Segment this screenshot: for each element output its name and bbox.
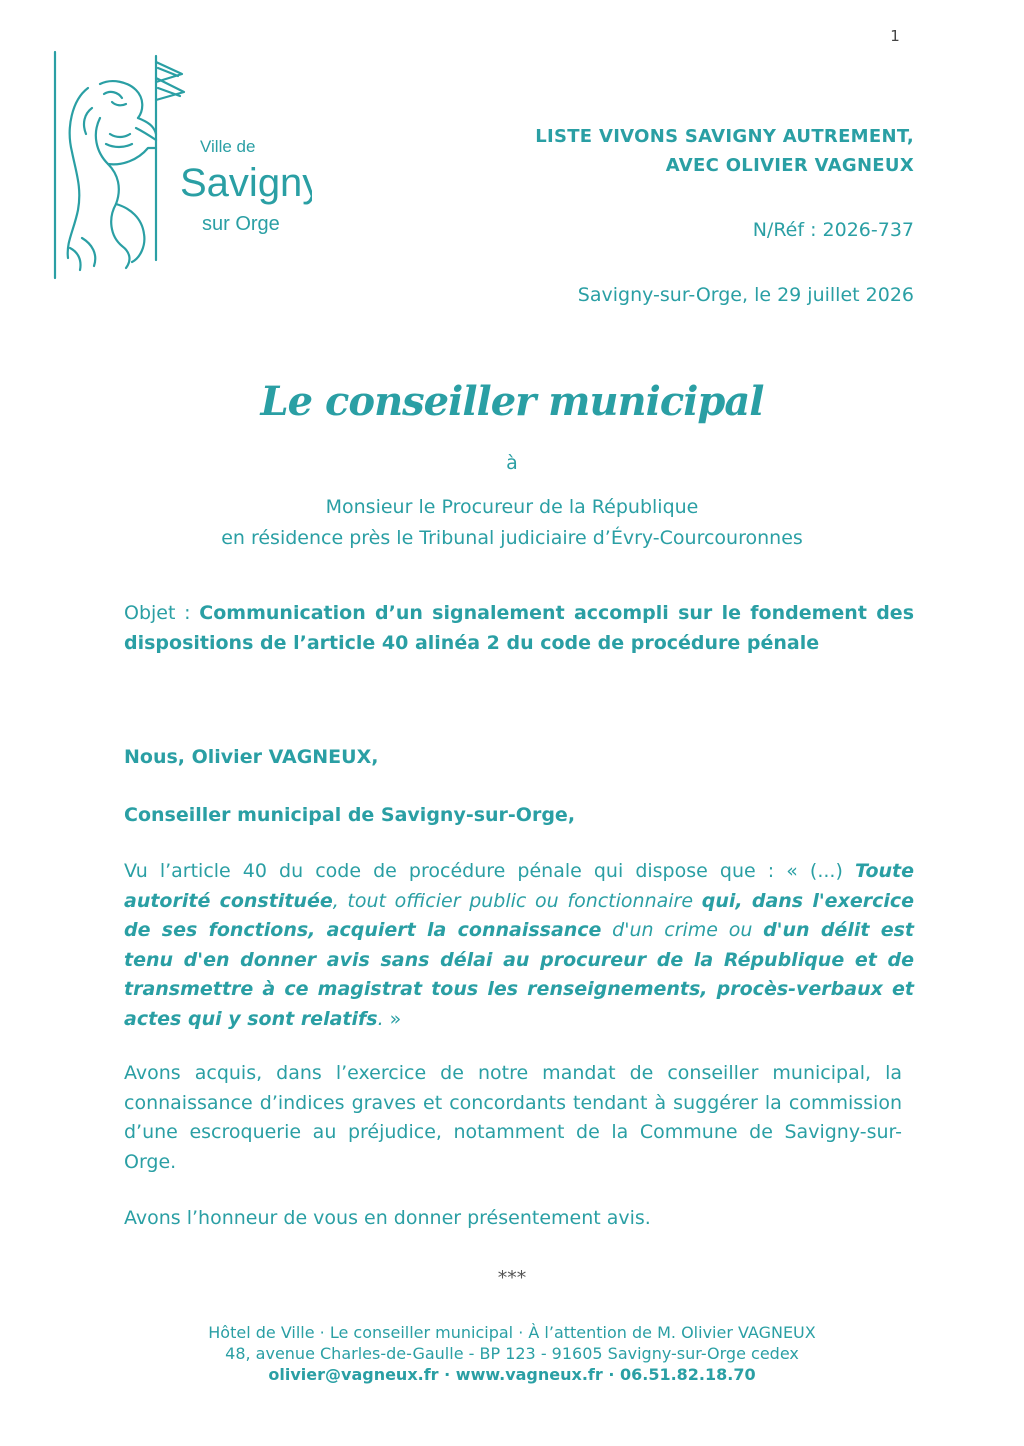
recipient-line1: Monsieur le Procureur de la République (325, 496, 699, 518)
logo-line3: sur Orge (202, 213, 280, 235)
quote-intro: Vu l’article 40 du code de procédure pénale qui dispose que : « (...) (124, 860, 855, 882)
sender-title: Le conseiller municipal (260, 378, 764, 425)
list-name-line2: AVEC OLIVIER VAGNEUX (665, 155, 914, 176)
quote-bold-1: Toute autorité constituée (124, 860, 914, 912)
object-paragraph (124, 599, 914, 658)
separator: *** (497, 1267, 527, 1289)
quote-italic-3: . (377, 1007, 384, 1030)
quote-paragraph (124, 857, 914, 1034)
page-number: 1 (890, 27, 900, 45)
logo-line2: Savigny (180, 161, 312, 205)
footer-line1: Hôtel de Ville · Le conseiller municipal · À l’attention de M. Olivier VAGNEUX (208, 1323, 816, 1342)
object-text: Communication d’un signalement accompli sur le fondement des dispositions de l’article 40 alinéa 2 du code de procédure pénale (124, 602, 915, 654)
city-logo (52, 48, 312, 280)
footer-line2: 48, avenue Charles-de-Gaulle - BP 123 - 91605 Savigny-sur-Orge cedex (225, 1344, 799, 1363)
footer-contact: olivier@vagneux.fr · www.vagneux.fr · 06.51.82.18.70 (268, 1365, 756, 1384)
greeting: Nous, Olivier VAGNEUX, (124, 746, 379, 768)
logo-line1: Ville de (200, 137, 256, 156)
quote-italic-2: d'un crime ou (601, 919, 764, 941)
quote-bold-2: qui, dans l'exercice de ses fonctions, acquiert la connaissance (124, 889, 915, 941)
list-name-line1: LISTE VIVONS SAVIGNY AUTREMENT, (535, 126, 914, 147)
quote-italic-1: , tout officier public ou fonctionnaire (332, 889, 702, 912)
object-label: Objet : (124, 602, 191, 624)
paragraph-3: Avons l’honneur de vous en donner présentement avis. (124, 1207, 651, 1229)
recipient-line2: en résidence près le Tribunal judiciaire d’Évry-Courcouronnes (221, 527, 803, 549)
quote-end: » (383, 1007, 402, 1030)
reference-number: N/Réf : 2026-737 (752, 219, 914, 241)
role-line: Conseiller municipal de Savigny-sur-Orge, (124, 804, 576, 826)
lion-emblem-icon (52, 48, 312, 280)
place-date: Savigny-sur-Orge, le 29 juillet 2026 (577, 284, 914, 306)
to-word: à (506, 452, 518, 474)
quote-bold-3: d'un délit est tenu d'en donner avis sans délai au procureur de la République et de transmettre à ce magistrat tous les renseignements, procès-verbaux et actes qui y sont relatifs (124, 919, 914, 1030)
paragraph-2: Avons acquis, dans l’exercice de notre mandat de conseiller municipal, la connaissance d’indices graves et concordants tendant à suggérer la commission d’une escroquerie au préjudice, notamment de la Commune de Savigny-sur-Orge. (124, 1062, 902, 1173)
